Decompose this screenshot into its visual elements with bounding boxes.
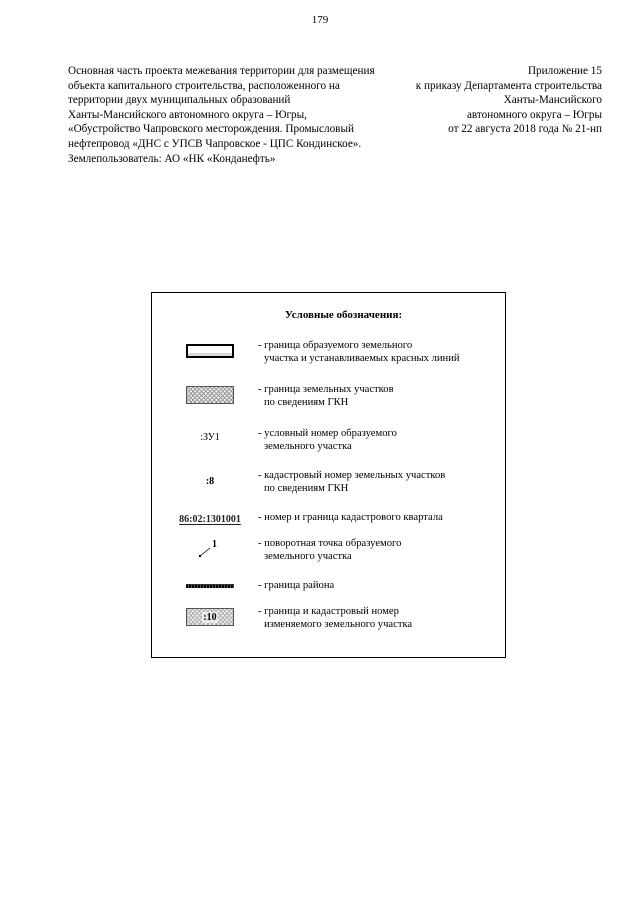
document-description	[68, 64, 408, 166]
legend-symbol	[166, 509, 254, 529]
plot-number-label: :ЗУ1	[200, 431, 220, 443]
page-number: 179	[311, 14, 329, 26]
legend-description	[258, 427, 498, 454]
document-description-line: объекта капитального строительства, расположенного на	[68, 79, 340, 92]
turning-point-number: 1	[212, 539, 217, 550]
hatched-labeled-rectangle-icon	[186, 608, 234, 626]
legend-description-line: - граница района	[258, 580, 335, 591]
legend-description	[258, 383, 498, 410]
legend-description-line: изменяемого земельного участка	[264, 619, 413, 631]
legend-description-line: земельного участка	[264, 551, 352, 563]
legend-description	[258, 469, 498, 496]
appendix-reference-line: к приказу Департамента строительства	[415, 79, 602, 92]
bold-rectangle-icon	[186, 344, 234, 358]
turning-point-icon	[190, 538, 230, 560]
legend-description-line: участка и устанавливаемых красных линий	[264, 353, 460, 365]
legend-description-line: по сведениям ГКН	[264, 483, 349, 495]
appendix-reference-line: от 22 августа 2018 года № 21-нп	[448, 123, 602, 136]
legend-symbol	[166, 383, 254, 407]
legend-description-line: - номер и граница кадастрового квартала	[258, 512, 443, 523]
legend-description-line: - поворотная точка образуемого	[258, 538, 402, 549]
legend-description-line: - кадастровый номер земельных участков	[258, 470, 446, 481]
document-description-line: территории двух муниципальных образований	[68, 94, 291, 107]
appendix-reference-line: автономного округа – Югры	[466, 108, 602, 121]
legend-description-line: - условный номер образуемого	[258, 428, 397, 439]
legend-description-line: земельного участка	[264, 441, 352, 453]
cadastral-number-label: :8	[205, 475, 215, 487]
legend-description	[258, 579, 498, 592]
legend-symbol	[166, 341, 254, 361]
legend-description-line: - граница и кадастровый номер	[258, 606, 399, 617]
hatched-rectangle-icon	[186, 386, 234, 404]
document-description-line: «Обустройство Чапровского месторождения. Промысловый	[68, 123, 354, 136]
legend-title: Условные обозначения:	[284, 309, 403, 321]
district-border-line-icon	[186, 584, 234, 588]
legend-description-line: по сведениям ГКН	[264, 397, 349, 409]
legend-symbol	[166, 537, 254, 561]
appendix-reference	[382, 64, 602, 137]
cadastral-quarter-label: 86:02:1301001	[179, 513, 241, 525]
document-description-line: Ханты-Мансийского автономного округа – Югры,	[68, 108, 307, 121]
legend-description	[258, 537, 498, 564]
modified-plot-number-label: :10	[203, 611, 217, 623]
legend-description-line: - граница образуемого земельного	[258, 340, 413, 351]
legend-description	[258, 605, 498, 632]
legend-description-line: - граница земельных участков	[258, 384, 394, 395]
appendix-reference-line: Приложение 15	[527, 65, 602, 77]
document-description-line: Основная часть проекта межевания территории для размещения	[68, 65, 375, 77]
document-description-line: Землепользователь: АО «НК «Конданефть»	[68, 152, 276, 165]
legend-symbol	[166, 579, 254, 593]
legend-symbol	[166, 427, 254, 447]
document-description-line: нефтепровод «ДНС с УПСВ Чапровское - ЦПС Кондинское».	[68, 137, 362, 150]
legend-description	[258, 511, 498, 524]
legend-box	[151, 292, 506, 658]
legend-symbol	[166, 605, 254, 629]
appendix-reference-line: Ханты-Мансийского	[503, 94, 602, 107]
legend-description	[258, 339, 498, 366]
legend-symbol	[166, 471, 254, 491]
